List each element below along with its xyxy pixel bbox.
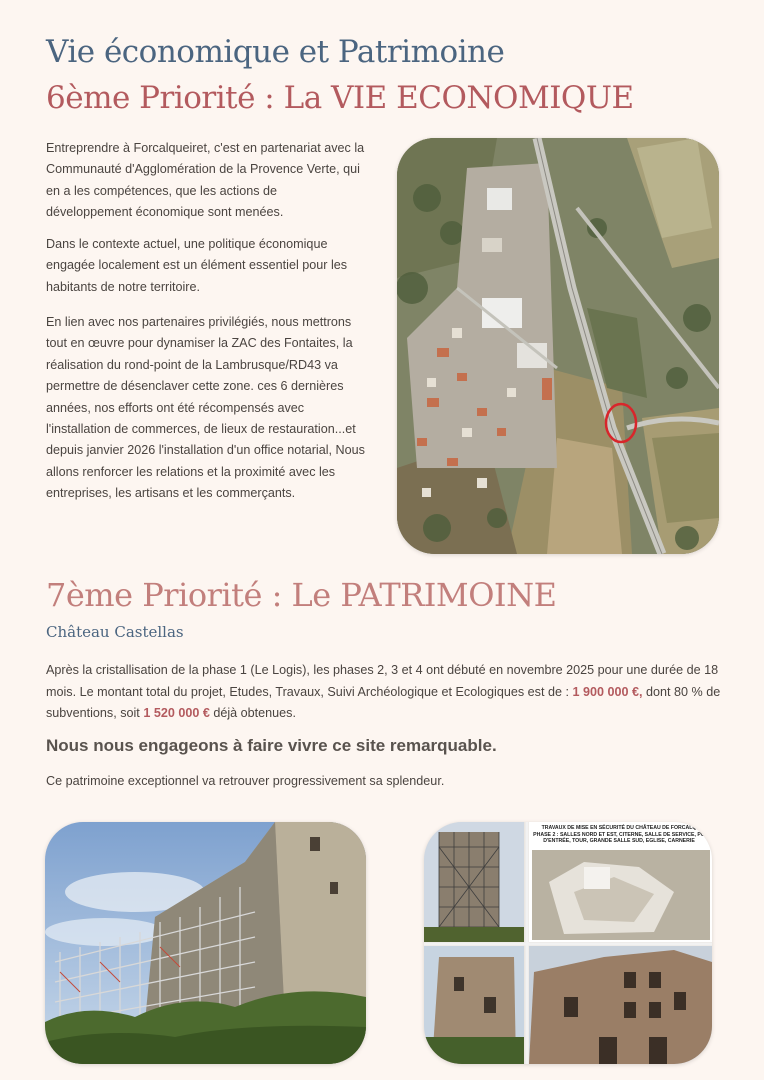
collage-caption-line-2: PHASE 2 : SALLES NORD ET EST, CITERNE, SALLE DE SERVICE, PO [533, 831, 705, 838]
collage-caption [529, 825, 709, 845]
heritage-text-part-2: dont 80 % de subventions, soit [46, 684, 721, 721]
page-title: Vie économique et Patrimoine [46, 34, 505, 70]
aerial-photo-zac [397, 138, 719, 554]
aerial-map-image [397, 138, 719, 554]
heritage-paragraph [46, 660, 726, 725]
castle-scaffolding-photo [45, 822, 366, 1064]
economy-paragraph-3: En lien avec nos partenaires privilégiés, nous mettrons tout en œuvre pour dynamiser la ZAC des Fontaites, la réalisation du rond-point de la Lambrusque/RD43 va permettre de désenclaver cette zone. ces 6 dernières années, nos efforts ont été récompensés avec l'installation de commerces, de lieux de restauration...et depuis janvier 2026 l'installation d'un office notarial, Nous allons renforcer les relations et la proximité avec les entreprises, les artisans et les commerçants. [46, 315, 365, 501]
economy-paragraph-1: Entreprendre à Forcalqueiret, c'est en partenariat avec la Communauté d'Agglomération de la Provence Verte, qui en a les compétences, que les actions de développement économique sont menées. [46, 141, 365, 220]
heritage-text-part-3: déjà obtenues. [209, 706, 296, 721]
priority-7-heading: 7ème Priorité : Le PATRIMOINE [46, 576, 557, 614]
collage-image [424, 822, 712, 1064]
works-collage-photo [424, 822, 712, 1064]
closing-sentence: Ce patrimoine exceptionnel va retrouver progressivement sa splendeur. [46, 774, 445, 788]
collage-caption-line-3: D'ENTRÉE, TOUR, GRANDE SALLE SUD, EGLISE, CARNERIE [543, 838, 695, 844]
subsidy-amount: 1 520 000 € [143, 706, 210, 721]
economy-paragraph-2: Dans le contexte actuel, une politique économique engagée localement est un élément essentiel pour les habitants de notre territoire. [46, 237, 348, 294]
total-amount: 1 900 000 €, [572, 684, 643, 699]
heritage-text-part-1: Après la cristallisation de la phase 1 (Le Logis), les phases 2, 3 et 4 ont débuté en novembre 2025 pour une durée de 18 mois. Le montant total du projet, Etudes, Travaux, Suivi Archéologique et Ecologiques est de : [46, 663, 719, 699]
commitment-statement: Nous nous engageons à faire vivre ce site remarquable. [46, 736, 497, 755]
chateau-subheading: Château Castellas [46, 623, 184, 641]
priority-6-heading: 6ème Priorité : La VIE ECONOMIQUE [46, 80, 634, 116]
collage-caption-line-1: TRAVAUX DE MISE EN SÉCURITÉ DU CHÂTEAU DE FORCALQ [541, 825, 697, 831]
castle-photo-image [45, 822, 366, 1064]
